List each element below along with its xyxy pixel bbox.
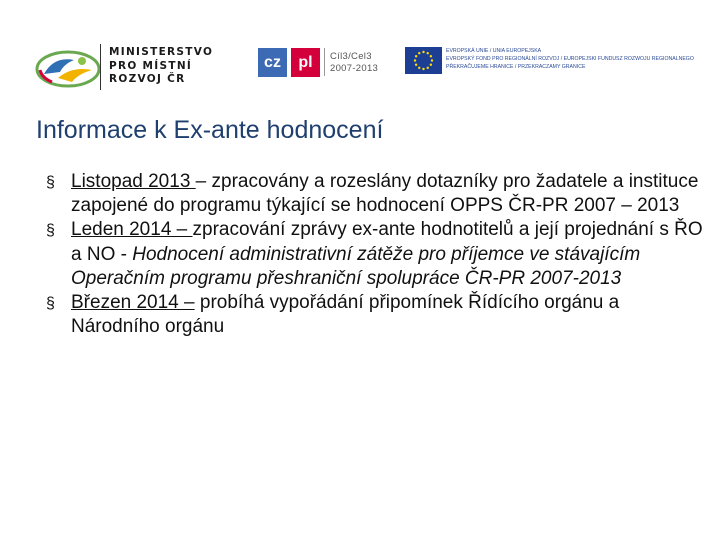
header	[0, 0, 720, 100]
eu-line: PŘEKRAČUJEME HRANICE / PRZEKRACZAMY GRANICE	[446, 64, 586, 70]
ministry-name	[109, 46, 213, 87]
eu-flag-icon	[405, 47, 442, 74]
program-line: 2007-2013	[330, 63, 379, 74]
bullet-dash: –	[195, 171, 207, 192]
program-divider	[324, 48, 325, 76]
program-line: Cíl3/Cel3	[330, 51, 372, 62]
bullet-text: zpracovány a rozeslány dotazníky pro žadatele a instituce zapojené do programu týkající se hodnocení OPPS ČR-PR 2007 – 2013	[71, 171, 699, 217]
bullet-italic-text: Hodnocení administrativní zátěže pro příjemce ve stávajícím Operačním programu přeshraniční spolupráce ČR-PR 2007-2013	[71, 243, 641, 289]
eu-line: EVROPSKÝ FOND PRO REGIONÁLNÍ ROZVOJ / EUROPEJSKI FUNDUSZ ROZWOJU REGIONALNEGO	[446, 56, 694, 62]
bullet-text: zpracování zprávy ex-ante hodnotitelů a její projednání s ŘO a NO -	[71, 219, 703, 265]
program-logo-cz: cz	[258, 48, 287, 77]
eu-text	[446, 47, 694, 71]
bullet-item-listopad	[46, 170, 706, 218]
ministry-logo-icon	[34, 48, 102, 90]
bullet-list	[46, 170, 706, 339]
bullet-icon: §	[46, 295, 55, 313]
ministry-line: ROZVOJ ČR	[109, 73, 186, 85]
program-logo-pl: pl	[291, 48, 320, 77]
eu-line: EVROPSKÁ UNIE / UNIA EUROPEJSKA	[446, 48, 542, 54]
program-text	[330, 51, 378, 75]
bullet-icon: §	[46, 222, 55, 240]
bullet-date: Březen 2014 –	[71, 292, 195, 314]
bullet-text: probíhá vypořádání připomínek Řídícího orgánu a Národního orgánu	[71, 292, 620, 338]
bullet-date: Listopad 2013	[71, 171, 196, 192]
bullet-date: Leden 2014 –	[71, 219, 193, 241]
bullet-item-brezen	[46, 291, 706, 339]
ministry-line: PRO MÍSTNÍ	[109, 59, 193, 72]
ministry-line: MINISTERSTVO	[109, 46, 214, 58]
bullet-icon: §	[46, 174, 55, 191]
ministry-divider	[100, 44, 101, 90]
slide-title: Informace k Ex-ante hodnocení	[36, 116, 384, 144]
bullet-item-leden	[46, 218, 706, 291]
